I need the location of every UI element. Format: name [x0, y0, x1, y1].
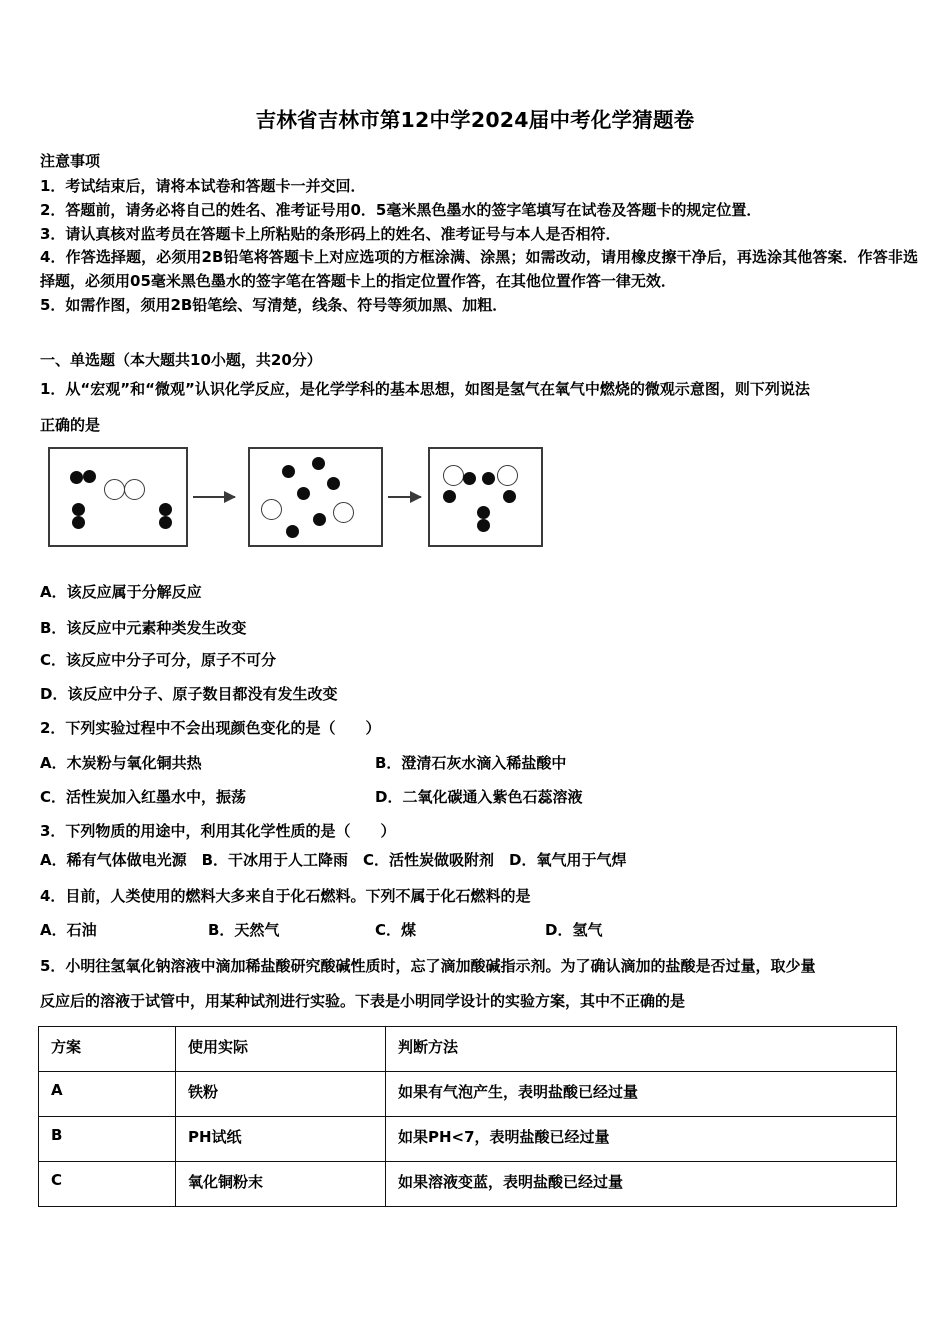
question-1-option-a[interactable]: A．该反应属于分解反应	[40, 583, 202, 601]
hydrogen-atom-icon	[327, 477, 340, 490]
table-header-row	[39, 1027, 897, 1072]
oxygen-atom-icon	[443, 465, 464, 486]
table-row	[39, 1117, 897, 1162]
hydrogen-atom-icon	[297, 487, 310, 500]
question-4-option-a[interactable]: A．石油	[40, 921, 97, 939]
table-cell-reagent-b: PH试纸	[176, 1117, 386, 1162]
experiment-scheme-table	[38, 1026, 897, 1207]
question-2-stem: 2．下列实验过程中不会出现颜色变化的是（ ）	[40, 719, 381, 737]
diagram-box-products	[428, 447, 543, 547]
table-cell-reagent-a: 铁粉	[176, 1072, 386, 1117]
question-4-option-b[interactable]: B．天然气	[208, 921, 280, 939]
hydrogen-atom-icon	[282, 465, 295, 478]
table-cell-scheme-a: A	[39, 1072, 176, 1117]
question-4-option-d[interactable]: D．氢气	[545, 921, 603, 939]
table-header-reagent: 使用实际	[176, 1027, 386, 1072]
reaction-arrow-icon	[193, 496, 235, 498]
hydrogen-atom-icon	[443, 490, 456, 503]
hydrogen-atom-icon	[159, 503, 172, 516]
notice-item-5: 5．如需作图，须用2B铅笔绘、写清楚，线条、符号等须加黑、加粗．	[40, 295, 508, 314]
notice-heading: 注意事项	[40, 152, 101, 170]
hydrogen-atom-icon	[313, 513, 326, 526]
hydrogen-atom-icon	[70, 471, 83, 484]
hydrogen-atom-icon	[503, 490, 516, 503]
hydrogen-atom-icon	[159, 516, 172, 529]
oxygen-atom-icon	[124, 479, 145, 500]
notice-item-3: 3．请认真核对监考员在答题卡上所粘贴的条形码上的姓名、准考证号与本人是否相符．	[40, 224, 621, 243]
hydrogen-atom-icon	[312, 457, 325, 470]
microscopic-reaction-diagram	[48, 447, 548, 551]
table-cell-scheme-c: C	[39, 1162, 176, 1207]
notice-item-1: 1．考试结束后，请将本试卷和答题卡一并交回．	[40, 177, 366, 196]
table-header-scheme: 方案	[39, 1027, 176, 1072]
table-cell-method-b: 如果PH<7，表明盐酸已经过量	[386, 1117, 897, 1162]
question-2-option-b[interactable]: B．澄清石灰水滴入稀盐酸中	[375, 754, 567, 772]
notice-block	[40, 150, 918, 317]
diagram-box-intermediate	[248, 447, 383, 547]
oxygen-atom-icon	[261, 499, 282, 520]
question-3-stem: 3．下列物质的用途中，利用其化学性质的是（ ）	[40, 822, 396, 840]
table-row	[39, 1162, 897, 1207]
question-4-option-c[interactable]: C．煤	[375, 921, 417, 939]
notice-item-2: 2．答题前，请务必将自己的姓名、准考证号用0．5毫米黑色墨水的签字笔填写在试卷及答题卡的规定位置．	[40, 200, 762, 219]
table-cell-reagent-c: 氧化铜粉末	[176, 1162, 386, 1207]
table-cell-method-c: 如果溶液变蓝，表明盐酸已经过量	[386, 1162, 897, 1207]
question-1-stem-line-1: 1．从“宏观”和“微观”认识化学反应，是化学学科的基本思想，如图是氢气在氧气中燃烧的微观示意图，则下列说法	[40, 380, 810, 398]
question-1-option-c[interactable]: C．该反应中分子可分，原子不可分	[40, 651, 277, 669]
question-4-stem: 4．目前，人类使用的燃料大多来自于化石燃料。下列不属于化石燃料的是	[40, 887, 531, 905]
table-cell-method-a: 如果有气泡产生，表明盐酸已经过量	[386, 1072, 897, 1117]
question-3-options[interactable]: A．稀有气体做电光源 B．干冰用于人工降雨 C．活性炭做吸附剂 D．氧气用于气焊	[40, 851, 627, 869]
table-header-method: 判断方法	[386, 1027, 897, 1072]
table-row	[39, 1072, 897, 1117]
table-cell-scheme-b: B	[39, 1117, 176, 1162]
oxygen-atom-icon	[333, 502, 354, 523]
question-1-option-d[interactable]: D．该反应中分子、原子数目都没有发生改变	[40, 685, 338, 703]
question-2-option-c[interactable]: C．活性炭加入红墨水中，振荡	[40, 788, 247, 806]
hydrogen-atom-icon	[463, 472, 476, 485]
question-5-stem-line-1: 5．小明往氢氧化钠溶液中滴加稀盐酸研究酸碱性质时，忘了滴加酸碱指示剂。为了确认滴加的盐酸是否过量，取少量	[40, 957, 816, 975]
diagram-box-reactants	[48, 447, 188, 547]
hydrogen-atom-icon	[72, 503, 85, 516]
hydrogen-atom-icon	[477, 506, 490, 519]
question-1-option-b[interactable]: B．该反应中元素种类发生改变	[40, 619, 247, 637]
reaction-arrow-icon	[388, 496, 421, 498]
question-2-option-d[interactable]: D．二氧化碳通入紫色石蕊溶液	[375, 788, 583, 806]
question-1-stem-line-2: 正确的是	[40, 416, 101, 434]
oxygen-atom-icon	[104, 479, 125, 500]
hydrogen-atom-icon	[477, 519, 490, 532]
hydrogen-atom-icon	[482, 472, 495, 485]
notice-item-4: 4．作答选择题，必须用2B铅笔将答题卡上对应选项的方框涂满、涂黑；如需改动，请用橡皮擦干净后，再选涂其他答案．作答非选择题，必须用05毫米黑色墨水的签字笔在答题卡上的指定位置作答，在其他位置作答一律无效．	[40, 248, 918, 290]
page-title: 吉林省吉林市第12中学2024届中考化学猜题卷	[255, 108, 695, 132]
hydrogen-atom-icon	[83, 470, 96, 483]
question-5-stem-line-2: 反应后的溶液于试管中，用某种试剂进行实验。下表是小明同学设计的实验方案，其中不正确的是	[40, 992, 686, 1010]
question-2-option-a[interactable]: A．木炭粉与氧化铜共热	[40, 754, 202, 772]
section-heading-single-choice: 一、单选题（本大题共10小题，共20分）	[40, 351, 322, 369]
oxygen-atom-icon	[497, 465, 518, 486]
hydrogen-atom-icon	[72, 516, 85, 529]
hydrogen-atom-icon	[286, 525, 299, 538]
